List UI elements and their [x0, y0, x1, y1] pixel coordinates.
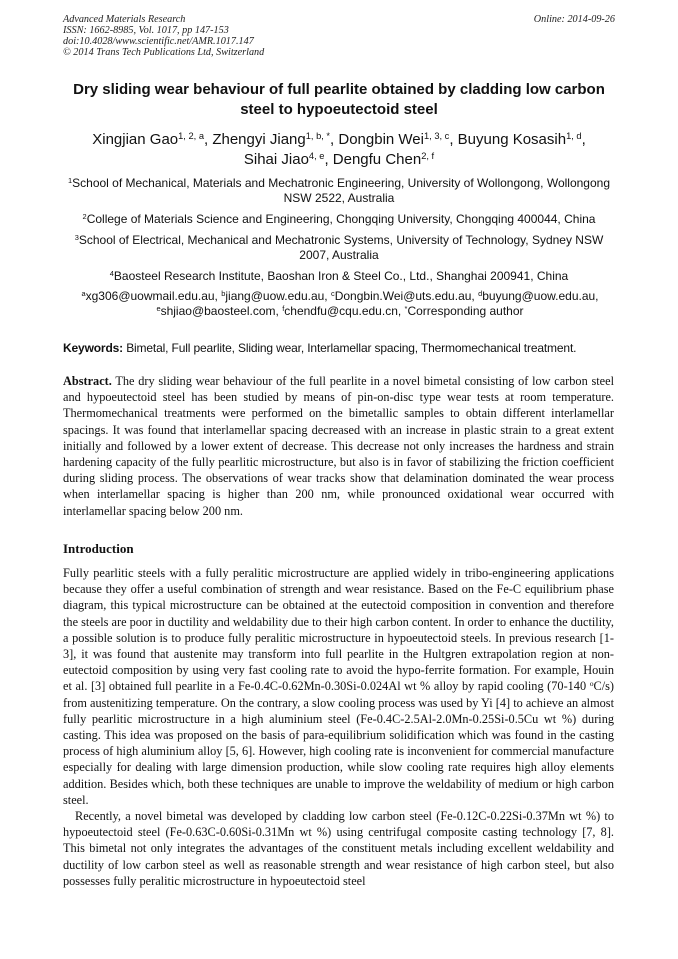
affiliation-3: [60, 233, 618, 263]
section-heading-introduction: Introduction: [63, 541, 134, 556]
email-mark: c: [330, 288, 335, 298]
author-name: Dongbin Wei: [338, 131, 424, 148]
author-name: Zhengyi Jiang: [212, 131, 306, 148]
author-affiliation-mark: 1, 2, a: [178, 130, 204, 141]
introduction-paragraph-2: Recently, a novel bimetal was developed by cladding low carbon steel (Fe-0.12C-0.22Si-0.37Mn wt %) to hypoeutectoid steel (Fe-0.63C-0.60Si-0.31Mn wt %) using centrifugal composite casting technology [7, 8]. This bimetal not only integrates the advantages of the constituent metals including excellent weldability and ductility of low carbon steel as well as reasonable strength and wear resistance of high carbon steel, but also possesses fully peralitic microstructure in hypoeutectoid steel: [63, 809, 614, 888]
affiliation-2: [60, 212, 618, 227]
email-link[interactable]: xg306@uowmail.edu.au,: [85, 289, 218, 303]
abstract-label: Abstract.: [63, 374, 112, 388]
author-name: Xingjian Gao: [92, 131, 179, 148]
journal-copyright: © 2014 Trans Tech Publications Ltd, Switzerland: [63, 47, 265, 58]
author-name: Dengfu Chen: [332, 151, 422, 168]
corresponding-mark: *: [404, 303, 408, 313]
corresponding-author-note: Corresponding author: [407, 304, 524, 318]
keywords-text: Bimetal, Full pearlite, Sliding wear, Interlamellar spacing, Thermomechanical treatment.: [126, 341, 577, 355]
email-mark: d: [478, 288, 483, 298]
author-affiliation-mark: 1, d: [566, 130, 582, 141]
journal-header: [63, 14, 615, 58]
paragraph-text: Fully pearlitic steels with a fully peralitic microstructure are applied widely in tribo-engineering applications because they offer a useful combination of strength and wear resistance. Based on the Fe-C equilibrium phase diagram, this typical microstructure can be obtained at the eutectoid composition in convention and therefore the steels are poor in ductility and weldability due to their high carbon content. In order to enhance the ductility, a possible solution is to produce fully peralitic microstructure in hypoeutectoid steels. In previous research [1-3], it was found that austenite may transform into full pearlite in the Hultgren extrapolation region at non-eutectoid composition by using very fast cooling rate to avoid the hypo-ferrite formation. For example, Houin et al. [3] obtained full pearlite in a Fe-0.4C-0.62Mn-0.30Si-0.024Al wt % alloy by rapid cooling (70-140: [63, 566, 614, 694]
email-link[interactable]: jiang@uow.edu.au,: [225, 289, 328, 303]
abstract-text: The dry sliding wear behaviour of the full pearlite in a novel bimetal consisting of low carbon steel and hypoeutectoid steel has been studied by means of pin-on-disc type wear tests at room temperature. Thermomechanical treatments were performed on the bimetallic samples to obtain different interlamellar spacings. It was found that interlamellar spacing decreased with an increase in plastic strain to a great extent initially and followed by a lower extent of decrease. This decrease not only increases the hardness and strain hardening capacity of the fully pearlitic microstructure, but also is in favor of stabilizing the friction coefficient during sliding process. The observations of wear tracks show that delamination dominated the wear process when interlamellar spacing is higher than 200 nm, while pronounced oxidational wear occurred with interlamellar spacing below 200 nm.: [63, 374, 615, 518]
email-mark: f: [282, 303, 285, 313]
degree-mark: o: [589, 679, 594, 689]
email-mark: e: [156, 303, 161, 313]
email-link[interactable]: chendfu@cqu.edu.cn,: [284, 304, 402, 318]
email-link[interactable]: Dongbin.Wei@uts.edu.au,: [334, 289, 475, 303]
author-affiliation-mark: 1, 3, c: [423, 130, 450, 141]
affiliation-number: 2: [82, 211, 87, 221]
affiliation-text: School of Mechanical, Materials and Mechatronic Engineering, University of Wollongong, Wollongong NSW 2522, Australia: [72, 176, 610, 205]
keywords: [63, 341, 623, 356]
email-mark: b: [221, 288, 226, 298]
journal-issn: ISSN: 1662-8985, Vol. 1017, pp 147-153: [63, 25, 229, 36]
affiliation-1: [60, 176, 618, 206]
introduction-body: [63, 565, 614, 889]
email-link[interactable]: shjiao@baosteel.com,: [160, 304, 279, 318]
journal-doi: doi:10.4028/www.scientific.net/AMR.1017.147: [63, 36, 254, 47]
paper-title: Dry sliding wear behaviour of full pearlite obtained by cladding low carbon steel to hypoeutectoid steel: [73, 81, 605, 118]
abstract: [63, 373, 614, 519]
author-list: Xingjian Gao$^{1, 2, a}$, Zhengyi Jiang$^{1, b, *}$, Dongbin Wei$^{1, 3, c}$, Buyung Kosasih$^{1, d}$, Sihai Jiao$^{4, e}$, Dengfu Chen$^{2, f}$: [92, 130, 586, 168]
journal-name: Advanced Materials Research: [63, 14, 186, 25]
affiliation-number: 3: [74, 232, 79, 242]
affiliation-number: 4: [109, 268, 114, 278]
email-list: [55, 289, 625, 319]
author-affiliation-mark: 1, b, *: [305, 130, 331, 141]
affiliation-text: Baosteel Research Institute, Baoshan Iron & Steel Co., Ltd., Shanghai 200941, China: [113, 269, 569, 283]
author-name: Buyung Kosasih: [457, 131, 567, 148]
affiliation-text: School of Electrical, Mechanical and Mechatronic Systems, University of Technology, Sydney NSW 2007, Australia: [78, 233, 604, 262]
author-affiliation-mark: 2, f: [421, 150, 435, 161]
keywords-label: Keywords:: [63, 341, 123, 355]
affiliation-4: [60, 269, 618, 284]
author-affiliation-mark: 4, e: [308, 150, 325, 161]
paragraph-text: C/s) from austenitizing temperature. On the contrary, a slow cooling process was used by Yi [4] to achieve an almost fully pearlitic microstructure in a high aluminium steel (Fe-0.4C-2.5Al-2.0Mn-0.25Si-0.5Cu wt %) during casting. This idea was proposed on the basis of para-equilibrium solidification which was found in the casting process of high aluminium alloy [5, 6]. However, high cooling rate is inconvenient for commercial manufacture especially for dealing with large dimension production, while slow cooling rate requires high alloy elements addition. Besides which, both these techniques are unable to improve the weldability of medium or high carbon steel.: [63, 679, 614, 807]
author-name: Sihai Jiao: [243, 151, 309, 168]
email-link[interactable]: buyung@uow.edu.au,: [482, 289, 599, 303]
affiliation-number: 1: [68, 175, 73, 185]
affiliation-text: College of Materials Science and Engineering, Chongqing University, Chongqing 400044, China: [86, 212, 596, 226]
online-date: Online: 2014-09-26: [533, 14, 615, 25]
email-mark: a: [81, 288, 86, 298]
introduction-paragraph-1: [63, 565, 614, 808]
